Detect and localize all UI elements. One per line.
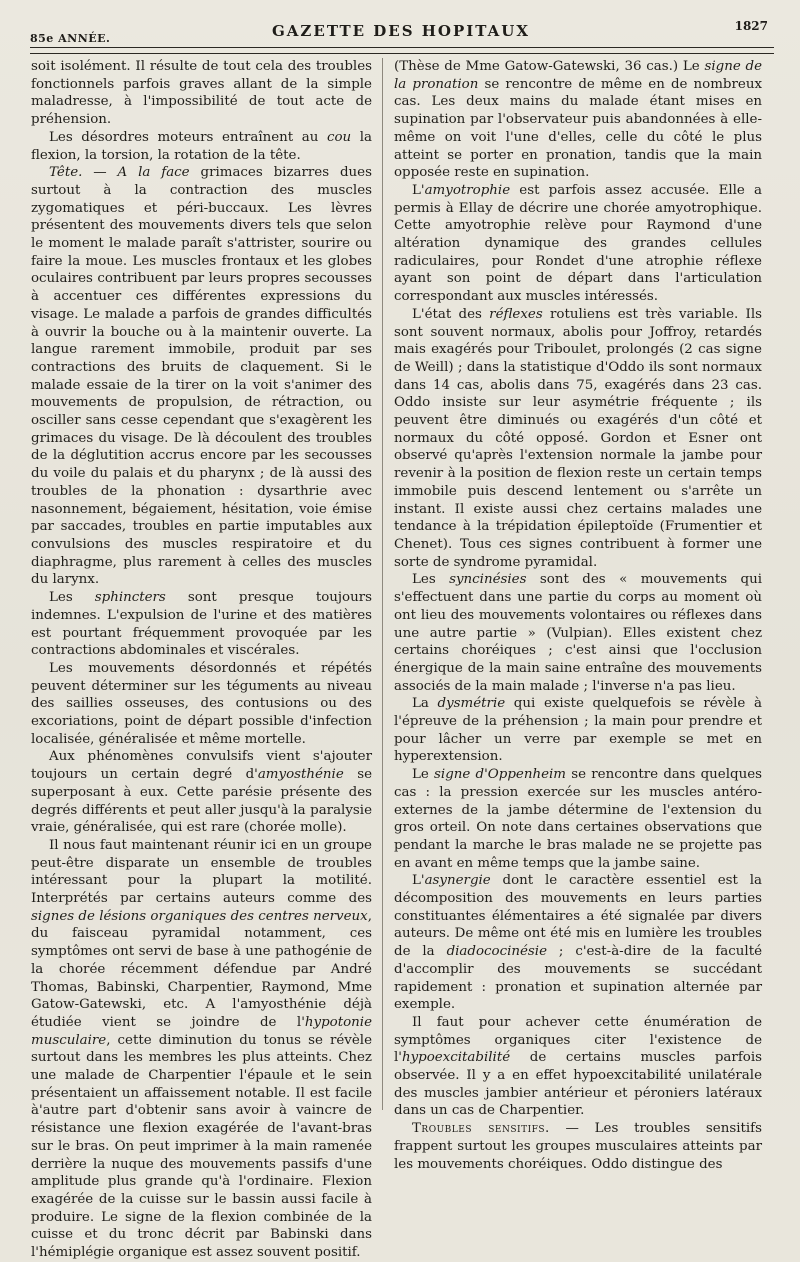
page-header (30, 14, 772, 48)
paragraph: Les désordres moteurs entraînent au cou la flexion, la torsion, la rotation de la tête. (31, 129, 372, 163)
paragraph: Il nous faut maintenant réunir ici en un groupe peut-être disparate un ensemble de troubles intéressant pour la plupart la motilité. Interprétés par certains auteurs comme des signes de lésions organiques des centres nerveux, du faisceau pyramidal notamment, ces symptômes ont servi de base à une pathogénie de la chorée récemment défendue par André Thomas, Babinski, Charpentier, Raymond, Mme Gatow-Gatewski, etc. A l'amyosthénie déjà étudiée vient se joindre de l'hypotonie musculaire, cette diminution du tonus se révèle surtout dans les membres les plus atteints. Chez une malade de Charpentier l'épaule et le sein présentaient un affaissement notable. Il est facile à'autre part d'obtenir sans avoir à vaincre de résistance une flexion exagérée de l'avant-bras sur le bras. On peut imprimer à la main ramenée derrière la nuque des mouvements passifs d'une amplitude plus grande qu'à l'ordinaire. Flexion exagérée de la cuisse sur le bassin aussi facile à produire. Le signe de la flexion combinée de la cuisse et du tronc décrit par Babinski dans l'hémiplégie organique est assez souvent positif. (31, 837, 372, 1261)
paragraph: L'état des réflexes rotuliens est très variable. Ils sont souvent normaux, abolis pour Joffroy, retardés mais exagérés pour Triboulet, prolongés (2 cas signe de Weill) ; dans la statistique d'Oddo ils sont normaux dans 14 cas, abolis dans 75, exagérés dans 23 cas. Oddo insiste sur leur asymétrie fréquente ; ils peuvent être diminués ou exagérés d'un côté et normaux du côté opposé. Gordon et Esner ont observé qu'après l'extension normale la jambe pour revenir à la position de flexion reste un certain temps immobile puis descend lentement ou s'arrête un instant. Il existe aussi chez certains malades une tendance à la trépidation épileptoïde (Frumentier et Chenet). Tous ces signes contribuent à former une sorte de syndrome pyramidal. (394, 306, 762, 570)
header-rule-bottom (30, 53, 774, 54)
left-column (31, 58, 372, 1262)
column-divider (382, 58, 383, 1110)
paragraph: Les mouvements désordonnés et répétés peuvent déterminer sur les téguments au niveau des saillies osseuses, des contusions ou des excoriations, point de départ possible d'infection localisée, généralisée et même mortelle. (31, 660, 372, 747)
paragraph: (Thèse de Mme Gatow-Gatewski, 36 cas.) Le signe de la pronation se rencontre de même en de nombreux cas. Les deux mains du malade étant mises en supination par l'observateur puis abandonnées à elle-même on voit l'une d'elles, celle du côté le plus atteint se porter en pronation, tandis que la main opposée reste en supination. (394, 59, 763, 181)
year-label: 85e ANNÉE. (30, 32, 111, 45)
journal-title: GAZETTE DES HOPITAUX (271, 22, 530, 40)
paragraph: Les sphincters sont presque toujours indemnes. L'expulsion de l'urine et des matières est pourtant fréquemment provoquée par les contractions abdominales et viscérales. (31, 590, 372, 659)
paragraph: Les syncinésies sont des « mouvements qui s'effectuent dans une partie du corps au moment où ont lieu des mouvements volontaires ou réflexes dans une autre partie » (Vulpian). Elles existent chez certains choréiques ; c'est ainsi que l'occlusion énergique de la main saine entraîne des mouvements associés de la main malade ; l'inverse n'a pas lieu. (394, 572, 762, 694)
paragraph: La dysmétrie qui existe quelquefois se révèle à l'épreuve de la préhension ; la main pour prendre et pour lâcher un verre par exemple se met en hyperextension. (394, 696, 762, 765)
section-heading-paragraph: Troubles sensitifs. — Les troubles sensitifs frappent surtout les groupes musculaires atteints par les mouvements choréiques. Oddo distingue des (394, 1121, 763, 1172)
paragraph: L'asynergie dont le caractère essentiel est la décomposition des mouvements en leurs parties constituantes élémentaires a été signalée par divers auteurs. De même ont été mis en lumière les troubles de la diadococinésie ; c'est-à-dire de la faculté d'accomplir des mouvements se succédant rapidement : pronation et supination alternée par exemple. (394, 873, 762, 1013)
page-number: 1827 (734, 19, 768, 33)
paragraph: L'amyotrophie est parfois assez accusée. Elle a permis à Ellay de décrire une chorée amyotrophique. Cette amyotrophie relève pour Raymond d'une altération dynamique des grandes cellules radiculaires, pour Rondet d'une atrophie réflexe ayant son point de départ dans l'articulation correspondant aux muscles intéressés. (394, 182, 762, 305)
paragraph: Le signe d'Oppenheim se rencontre dans quelques cas : la pression exercée sur les muscles antéro-externes de la jambe détermine de l'extension du gros orteil. On note dans certaines observations que pendant la marche le bras malade ne se projette pas en avant en même temps que la jambe saine. (394, 767, 762, 871)
paragraph: Il faut pour achever cette énumération de symptômes organiques citer l'existence de l'hypoexcitabilité de certains muscles parfois observée. Il y a en effet hypoexcitabilité unilatérale des muscles jambier antérieur et péroniers latéraux dans un cas de Charpentier. (394, 1014, 762, 1119)
header-rule-top (30, 47, 774, 48)
section-heading: Troubles sensitifs. (412, 1121, 550, 1137)
right-column (394, 58, 762, 1173)
paragraph: soit isolément. Il résulte de tout cela des troubles fonctionnels parfois graves allant de la simple maladresse, à l'impossibilité de tout acte de préhension. (31, 59, 372, 128)
paragraph: Tête. — A la face grimaces bizarres dues surtout à la contraction des muscles zygomatiques et péri-buccaux. Les lèvres présentent des mouvements divers tels que selon le moment le malade paraît s'attrister, sourire ou faire la moue. Les muscles frontaux et les globes oculaires contribuent par leurs propres secousses à accentuer ces différentes expressions du visage. Le malade a parfois de grandes difficultés à ouvrir la bouche ou à la maintenir ouverte. La langue rarement immobile, produit par ses contractions des bruits de claquement. Si le malade essaie de la tirer on la voit s'animer des mouvements de propulsion, de rétraction, ou osciller sans cesse cependant que s'exagèrent les grimaces du visage. De là découlent des troubles de la déglutition accrus encore par les secousses du voile du palais et du pharynx ; de là aussi des troubles de la phonation : dysarthrie avec nasonnement, bégaiement, hésitation, voie émise par saccades, troubles en partie imputables aux convulsions des muscles respiratoire et du diaphragme, plus rarement à celles des muscles du larynx. (31, 165, 372, 588)
paragraph: Aux phénomènes convulsifs vient s'ajouter toujours un certain degré d'amyosthénie se superposant à eux. Cette parésie présente des degrés différents et peut aller jusqu'à la paralysie vraie, généralisée, qui est rare (chorée molle). (31, 749, 372, 836)
